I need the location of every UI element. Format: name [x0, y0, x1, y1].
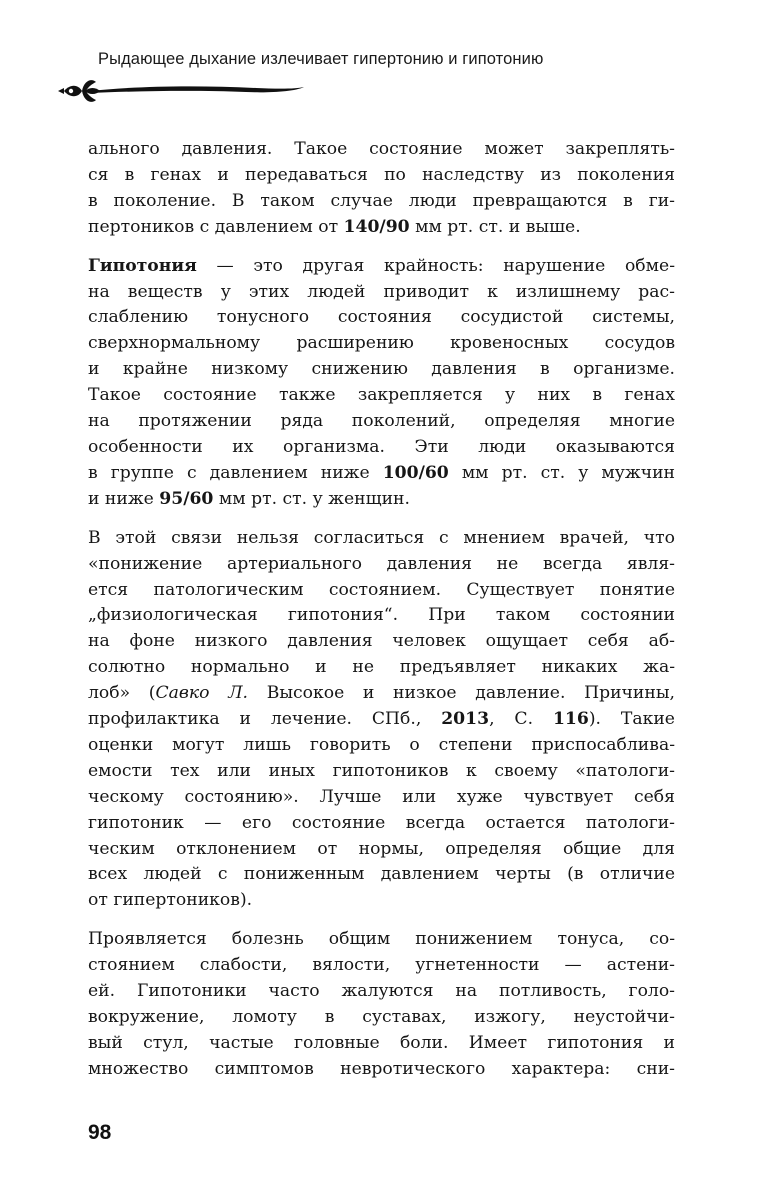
- text-line: на протяжении ряда поколений, определяя многие: [88, 411, 675, 432]
- text-line: ся в генах и передаваться по наследству из поколения: [88, 164, 675, 185]
- text-line: Гипотония — это другая крайность: нарушение обме-: [88, 255, 675, 276]
- text-line: солютно нормально и не предъявляет никаких жа-: [88, 657, 675, 678]
- text-line: гипотоник — его состояние всегда остается патологи-: [88, 812, 675, 833]
- text-line: множество симптомов невротического характера: сни-: [88, 1058, 675, 1079]
- text-line: ется патологическим состоянием. Существует понятие: [88, 579, 675, 600]
- text-line: емости тех или иных гипотоников к своему «патологи-: [88, 760, 675, 781]
- term-hypotonia: Гипотония: [88, 255, 197, 276]
- text-line: „физиологическая гипотония“. При таком состоянии: [88, 605, 675, 626]
- text-line: и ниже 95/60 мм рт. ст. у женщин.: [88, 488, 410, 509]
- paragraph-4: [88, 927, 675, 1082]
- text-line: в группе с давлением ниже 100/60 мм рт. ст. у мужчин: [88, 462, 675, 483]
- text-line: Такое состояние также закрепляется у них в генах: [88, 385, 675, 406]
- text-line: лоб» (Савко Л. Высокое и низкое давление. Причины,: [88, 683, 675, 704]
- main-text: [88, 137, 675, 1096]
- text-line: «понижение артериального давления не всегда явля-: [88, 553, 675, 574]
- text-line: ального давления. Такое состояние может закреплять-: [88, 139, 675, 159]
- paragraph-3: [88, 526, 675, 915]
- text-line: особенности их организма. Эти люди оказываются: [88, 436, 675, 457]
- text-line: на фоне низкого давления человек ощущает себя аб-: [88, 631, 675, 652]
- text-line: в поколение. В таком случае люди превращаются в ги-: [88, 190, 675, 211]
- paragraph-1: [88, 137, 675, 241]
- text-line: пертоников с давлением от 140/90 мм рт. ст. и выше.: [88, 216, 581, 237]
- citation-page: 116: [552, 709, 589, 730]
- text-line: В этой связи нельзя согласиться с мнением врачей, что: [88, 527, 675, 548]
- text-line: от гипертоников).: [88, 890, 253, 911]
- citation-author: Савко Л.: [155, 683, 249, 704]
- paragraph-2: [88, 254, 675, 513]
- text-line: сверхнормальному расширению кровеносных сосудов: [88, 333, 675, 354]
- text-line: стоянием слабости, вялости, угнетенности — астени-: [88, 955, 675, 976]
- text-line: на веществ у этих людей приводит к излишнему рас-: [88, 281, 675, 302]
- page-number: 98: [88, 1121, 112, 1144]
- running-header: Рыдающее дыхание излечивает гипертонию и гипотонию: [98, 50, 544, 68]
- text-line: ческим отклонением от нормы, определяя общие для: [88, 838, 675, 859]
- text-line: вокружение, ломоту в суставах, изжогу, неустойчи-: [88, 1007, 675, 1027]
- pressure-value: 95/60: [159, 488, 214, 509]
- fleuron-ornament-icon: [56, 76, 306, 106]
- text-line: слаблению тонусного состояния сосудистой системы,: [88, 307, 675, 328]
- text-line: Проявляется болезнь общим понижением тонуса, со-: [88, 929, 675, 950]
- text-line: ческому состоянию». Лучше или хуже чувствует себя: [88, 786, 675, 807]
- text-line: вый стул, частые головные боли. Имеет гипотония и: [88, 1032, 675, 1053]
- text-line: оценки могут лишь говорить о степени приспосаблива-: [88, 734, 675, 755]
- citation-year: 2013: [441, 709, 490, 730]
- text-line: ей. Гипотоники часто жалуются на потливость, голо-: [88, 981, 675, 1002]
- text-line: всех людей с пониженным давлением черты (в отличие: [88, 864, 675, 885]
- pressure-value: 100/60: [382, 462, 449, 483]
- text-line: профилактика и лечение. СПб., 2013, С. 116). Такие: [88, 709, 675, 730]
- text-line: и крайне низкому снижению давления в организме.: [88, 359, 675, 380]
- pressure-value: 140/90: [343, 216, 410, 237]
